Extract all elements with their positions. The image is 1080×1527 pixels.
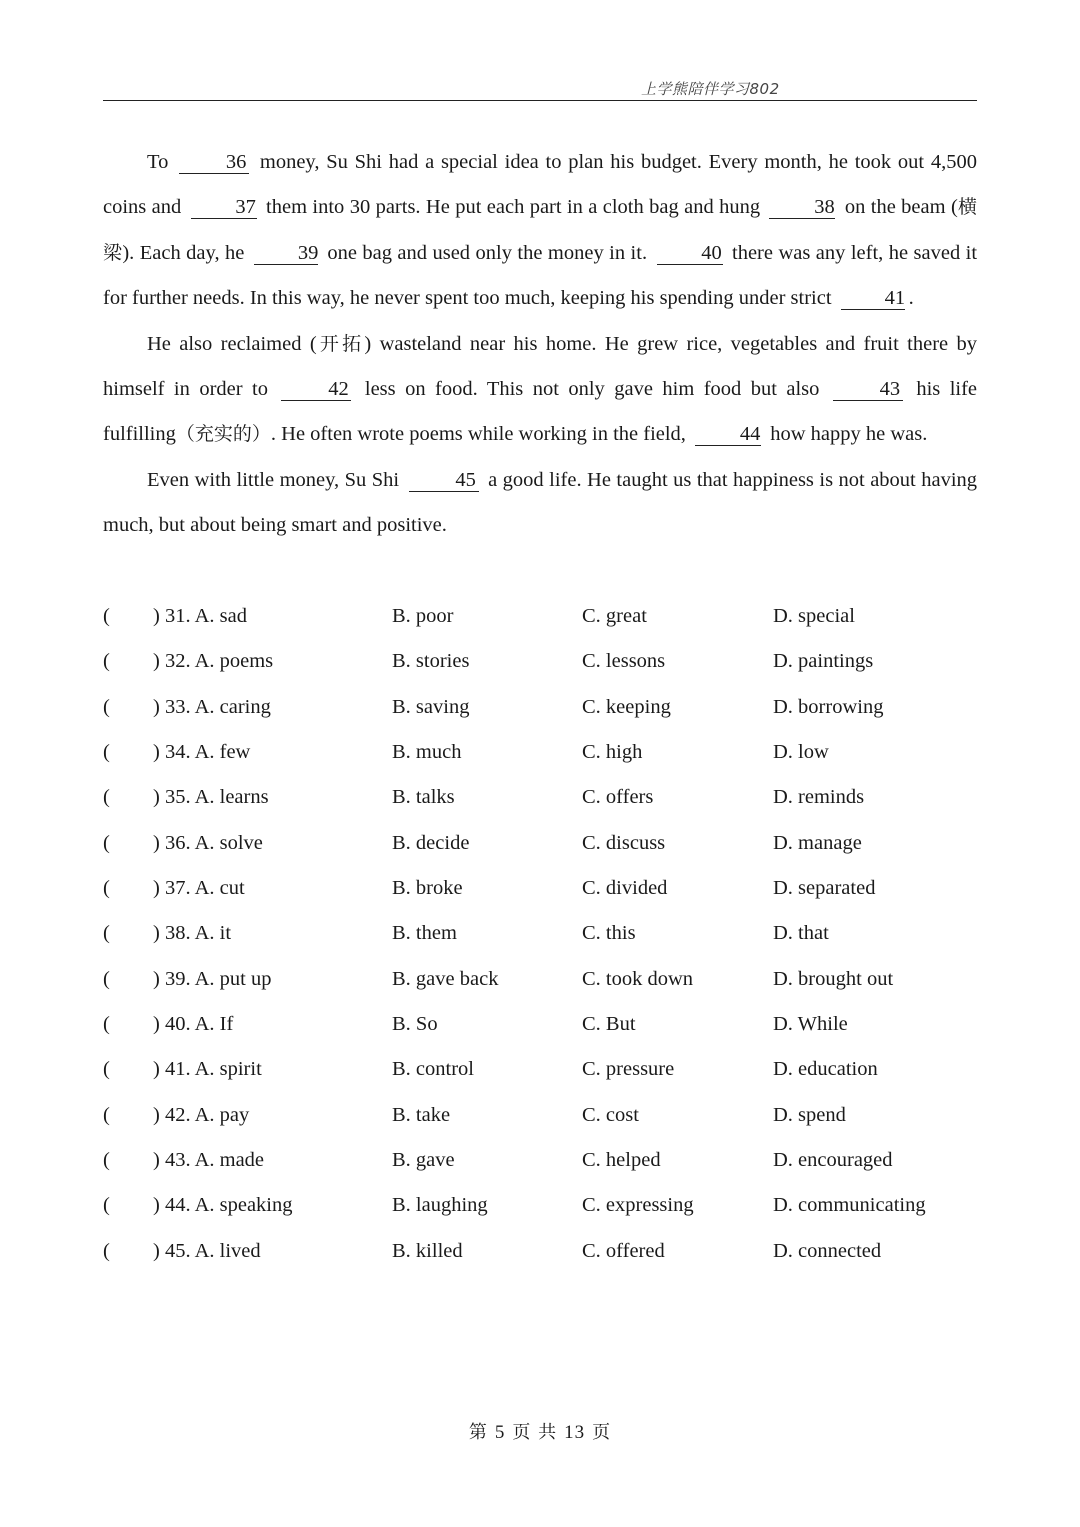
option-a: ) 40. A. If	[153, 1013, 234, 1036]
question-row	[103, 685, 977, 730]
cloze-passage	[103, 140, 977, 549]
answer-paren: (	[103, 741, 110, 764]
option-b: B. poor	[392, 605, 454, 627]
text-span: .	[908, 287, 914, 310]
option-d: D. manage	[773, 831, 862, 854]
option-d: D. encouraged	[773, 1149, 893, 1172]
option-c: C. But	[582, 1013, 636, 1036]
option-c: C. took down	[582, 967, 694, 990]
blank-45: 45	[409, 470, 479, 492]
text-span: . He often wrote poems while working in the field,	[270, 423, 686, 446]
option-a: ) 45. A. lived	[153, 1239, 261, 1262]
text-span: there was any left, he saved it for further needs. In this way, he never spent too much, keeping his spending under strict	[103, 241, 978, 310]
chinese-gloss: 开拓	[316, 332, 365, 355]
option-d: D. spend	[773, 1103, 846, 1126]
option-a: ) 32. A. poems	[153, 650, 274, 673]
blank-38: 38	[769, 197, 835, 219]
option-d: D. brought out	[773, 967, 894, 990]
question-row	[103, 639, 977, 684]
option-c: C. divided	[582, 877, 668, 900]
answer-paren: (	[103, 1149, 110, 1172]
text-span: ) wasteland near his home. He grew rice, vegetables and fruit there by himself in order to	[103, 332, 977, 401]
option-d: D. paintings	[773, 650, 874, 673]
text-span: He also reclaimed (	[147, 332, 317, 355]
option-b: B. control	[392, 1058, 474, 1081]
footer-suffix: 页	[592, 1422, 612, 1443]
answer-paren: (	[103, 605, 110, 627]
option-d: D. low	[773, 741, 829, 764]
answer-paren: (	[103, 786, 110, 809]
text-span: To	[147, 151, 169, 173]
option-c: C. lessons	[582, 650, 666, 673]
text-span: Even with little money, Su Shi	[147, 468, 400, 491]
option-c: C. great	[582, 605, 647, 627]
paragraph-1	[103, 140, 977, 322]
answer-paren: (	[103, 1239, 110, 1262]
blank-36: 36	[179, 152, 249, 174]
answer-paren: (	[103, 922, 110, 945]
text-span: money, Su Shi had a special idea to plan his budget. Every month, he took out 4,500 coins and	[103, 151, 978, 219]
blank-39: 39	[254, 243, 318, 265]
option-b: B. So	[392, 1013, 438, 1036]
question-row	[103, 1093, 977, 1138]
text-span: how happy he was.	[770, 423, 928, 446]
option-b: B. laughing	[392, 1194, 488, 1217]
question-row	[103, 821, 977, 866]
option-b: B. killed	[392, 1239, 463, 1262]
option-c: C. offered	[582, 1239, 665, 1262]
option-b: B. broke	[392, 877, 463, 900]
option-a: ) 37. A. cut	[153, 877, 245, 900]
option-b: B. much	[392, 741, 462, 764]
question-row	[103, 866, 977, 911]
option-a: ) 36. A. solve	[153, 831, 263, 854]
option-c: C. keeping	[582, 695, 671, 718]
answer-paren: (	[103, 695, 110, 718]
blank-44: 44	[695, 424, 761, 446]
page-footer	[0, 1418, 1080, 1444]
option-a: ) 31. A. sad	[153, 605, 247, 627]
option-a: ) 39. A. put up	[153, 967, 272, 990]
option-d: D. that	[773, 922, 829, 945]
option-d: D. connected	[773, 1239, 882, 1262]
option-b: B. saving	[392, 695, 470, 718]
text-span: his life fulfilling	[103, 378, 978, 446]
question-list	[103, 594, 977, 1274]
header-text: 上学熊陪伴学习802	[641, 80, 780, 98]
option-c: C. high	[582, 741, 643, 764]
option-b: B. gave	[392, 1149, 455, 1172]
footer-page-number: 5	[494, 1422, 506, 1443]
option-a: ) 33. A. caring	[153, 695, 271, 718]
page-header	[103, 74, 977, 101]
question-row	[103, 911, 977, 956]
chinese-gloss: 横梁	[103, 196, 978, 264]
question-row	[103, 1002, 977, 1047]
option-c: C. discuss	[582, 831, 666, 854]
blank-43: 43	[833, 379, 903, 401]
question-row	[103, 1138, 977, 1183]
option-a: ) 42. A. pay	[153, 1103, 250, 1126]
option-b: B. take	[392, 1103, 451, 1126]
option-c: C. cost	[582, 1103, 639, 1126]
option-a: ) 44. A. speaking	[153, 1194, 293, 1217]
answer-paren: (	[103, 967, 110, 990]
option-a: ) 43. A. made	[153, 1149, 265, 1172]
footer-mid: 页 共	[512, 1422, 558, 1443]
option-a: ) 41. A. spirit	[153, 1058, 262, 1081]
blank-42: 42	[281, 379, 351, 401]
option-d: D. While	[773, 1013, 848, 1036]
option-b: B. them	[392, 922, 457, 945]
option-a: ) 38. A. it	[153, 922, 232, 945]
text-span: ). Each day, he	[122, 241, 245, 264]
option-b: B. talks	[392, 786, 455, 809]
option-b: B. stories	[392, 650, 470, 673]
answer-paren: (	[103, 1013, 110, 1036]
option-c: C. this	[582, 922, 636, 945]
text-span: less on food. This not only gave him food but also	[364, 378, 820, 401]
question-row	[103, 775, 977, 820]
paragraph-3	[103, 458, 977, 549]
answer-paren: (	[103, 1103, 110, 1126]
option-a: ) 34. A. few	[153, 741, 251, 764]
option-c: C. helped	[582, 1149, 661, 1172]
option-a: ) 35. A. learns	[153, 786, 269, 809]
option-b: B. gave back	[392, 967, 499, 990]
question-row	[103, 730, 977, 775]
footer-prefix: 第	[468, 1422, 488, 1443]
answer-paren: (	[103, 1194, 110, 1217]
option-d: D. communicating	[773, 1194, 926, 1217]
question-row	[103, 1183, 977, 1228]
option-d: D. education	[773, 1058, 878, 1081]
blank-40: 40	[657, 243, 723, 265]
blank-37: 37	[191, 197, 257, 219]
answer-paren: (	[103, 831, 110, 854]
footer-total-pages: 13	[564, 1422, 586, 1443]
text-span: on the beam (	[844, 196, 958, 219]
option-c: C. offers	[582, 786, 654, 809]
answer-paren: (	[103, 877, 110, 900]
question-row	[103, 957, 977, 1002]
option-b: B. decide	[392, 831, 470, 854]
text-span: a good life. He taught us that happiness is not about having much, but about being smart and positive.	[103, 468, 978, 537]
option-d: D. borrowing	[773, 695, 884, 718]
option-d: D. separated	[773, 877, 876, 900]
text-span: them into 30 parts. He put each part in a cloth bag and hung	[266, 196, 761, 219]
paragraph-2	[103, 322, 977, 458]
option-d: D. special	[773, 605, 855, 627]
question-row	[103, 1229, 977, 1274]
text-span: one bag and used only the money in it.	[327, 241, 648, 264]
question-row	[103, 1047, 977, 1092]
option-d: D. reminds	[773, 786, 865, 809]
option-c: C. pressure	[582, 1058, 675, 1081]
blank-41: 41	[841, 288, 905, 310]
answer-paren: (	[103, 1058, 110, 1081]
question-row	[103, 594, 977, 639]
answer-paren: (	[103, 650, 110, 673]
chinese-gloss: （充实的）	[175, 423, 271, 446]
option-c: C. expressing	[582, 1194, 694, 1217]
